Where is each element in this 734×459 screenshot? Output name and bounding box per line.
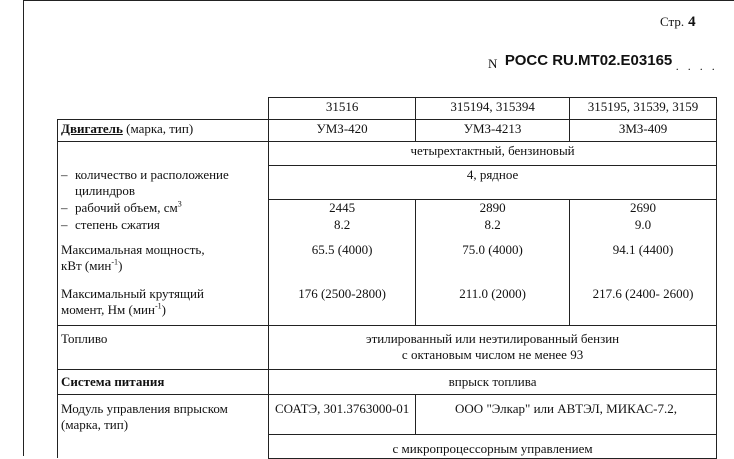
fuel-label: Топливо (61, 331, 108, 346)
column-header: 315195, 31539, 3159 (570, 98, 717, 120)
supply-label-cell (58, 370, 269, 395)
bullet-dash: – (61, 199, 68, 215)
cert-number-value: РОСС RU.МТ02.Е03165 (504, 52, 673, 69)
page-label: Стр. (660, 14, 685, 29)
ecu-label-1: Модуль управления впрыском (61, 401, 228, 416)
ecu-label-cell-cont (58, 434, 269, 458)
displacement-label: рабочий объем, см (75, 199, 178, 215)
engine-label: Двигатель (61, 121, 123, 136)
table-row (58, 142, 717, 166)
fuel-value-cell (269, 326, 717, 370)
compression-value: 9.0 (570, 217, 717, 234)
displacement-unit-sup: 3 (177, 199, 182, 209)
torque-value: 176 (2500-2800) (269, 280, 416, 326)
compression-value: 8.2 (269, 217, 416, 234)
torque-value: 211.0 (2000) (416, 280, 570, 326)
power-label-sup: -1 (111, 257, 119, 267)
engine-type-label-cell (58, 142, 269, 166)
supply-label: Система питания (61, 374, 165, 389)
torque-label-cell (58, 280, 269, 326)
torque-label-2a: момент, Нм (мин (61, 301, 155, 317)
page-number-value: 4 (688, 14, 696, 30)
cert-dots: . . . . (675, 59, 718, 73)
cylinders-label-1: количество и расположение (75, 166, 229, 182)
ecu-label-2: (марка, тип) (61, 417, 129, 432)
displacement-value: 2690 (570, 200, 717, 217)
fuel-value-1: этилированный или неэтилированный бензин (366, 331, 620, 346)
power-value: 75.0 (4000) (416, 234, 570, 280)
displacement-label-cell (58, 200, 269, 217)
engine-model: УМЗ-420 (269, 120, 416, 142)
compression-label: степень сжатия (75, 216, 160, 232)
displacement-value: 2890 (416, 200, 570, 217)
engine-label-rest: (марка, тип) (122, 121, 194, 136)
table-row (58, 395, 717, 435)
column-header: 31516 (269, 98, 416, 120)
table-row (58, 98, 717, 120)
table-row (58, 370, 717, 395)
certificate-number (488, 52, 718, 74)
header-empty-cell (58, 98, 269, 120)
power-value: 65.5 (4000) (269, 234, 416, 280)
column-header: 315194, 315394 (416, 98, 570, 120)
table-row (58, 200, 717, 217)
power-label-1: Максимальная мощность, (61, 241, 205, 257)
engine-type: четырехтактный, бензиновый (269, 142, 717, 166)
page-frame-top (23, 0, 734, 1)
table-row (58, 166, 717, 200)
power-label-2a: кВт (мин (61, 257, 112, 273)
torque-label-2b: ) (161, 301, 166, 317)
ecu-label-cell (58, 395, 269, 435)
torque-value: 217.6 (2400- 2600) (570, 280, 717, 326)
spec-table (57, 97, 717, 459)
engine-label-cell (58, 120, 269, 142)
bullet-dash: – (61, 216, 68, 232)
cylinders-label-cell (58, 166, 269, 200)
cert-prefix: N (488, 56, 498, 71)
displacement-value: 2445 (269, 200, 416, 217)
cylinders-label-2: цилиндров (75, 182, 136, 198)
bullet-dash: – (61, 166, 68, 182)
ecu-value-2: ООО "Элкар" или АВТЭЛ, МИКАС-7.2, (416, 395, 717, 435)
fuel-value-2: с октановым числом не менее 93 (401, 347, 584, 362)
table-row (58, 217, 717, 234)
table-row (58, 120, 717, 142)
torque-label-1: Максимальный крутящий (61, 285, 204, 301)
engine-model: УМЗ-4213 (416, 120, 570, 142)
ecu-value-1: СОАТЭ, 301.3763000-01 (269, 395, 416, 435)
fuel-label-cell (58, 326, 269, 370)
power-label-2b: ) (118, 257, 123, 273)
power-label-cell (58, 234, 269, 280)
compression-label-cell (58, 217, 269, 234)
ecu-value-3: с микропроцессорным управлением (269, 434, 717, 458)
torque-label-sup: -1 (154, 301, 162, 311)
cylinders-value: 4, рядное (269, 166, 717, 200)
table-row (58, 280, 717, 326)
page-number (660, 14, 696, 31)
table-row (58, 434, 717, 458)
table-row (58, 234, 717, 280)
engine-model: ЗМЗ-409 (570, 120, 717, 142)
supply-value: впрыск топлива (269, 370, 717, 395)
power-value: 94.1 (4400) (570, 234, 717, 280)
page-frame-left (23, 0, 24, 456)
table-row (58, 326, 717, 370)
compression-value: 8.2 (416, 217, 570, 234)
